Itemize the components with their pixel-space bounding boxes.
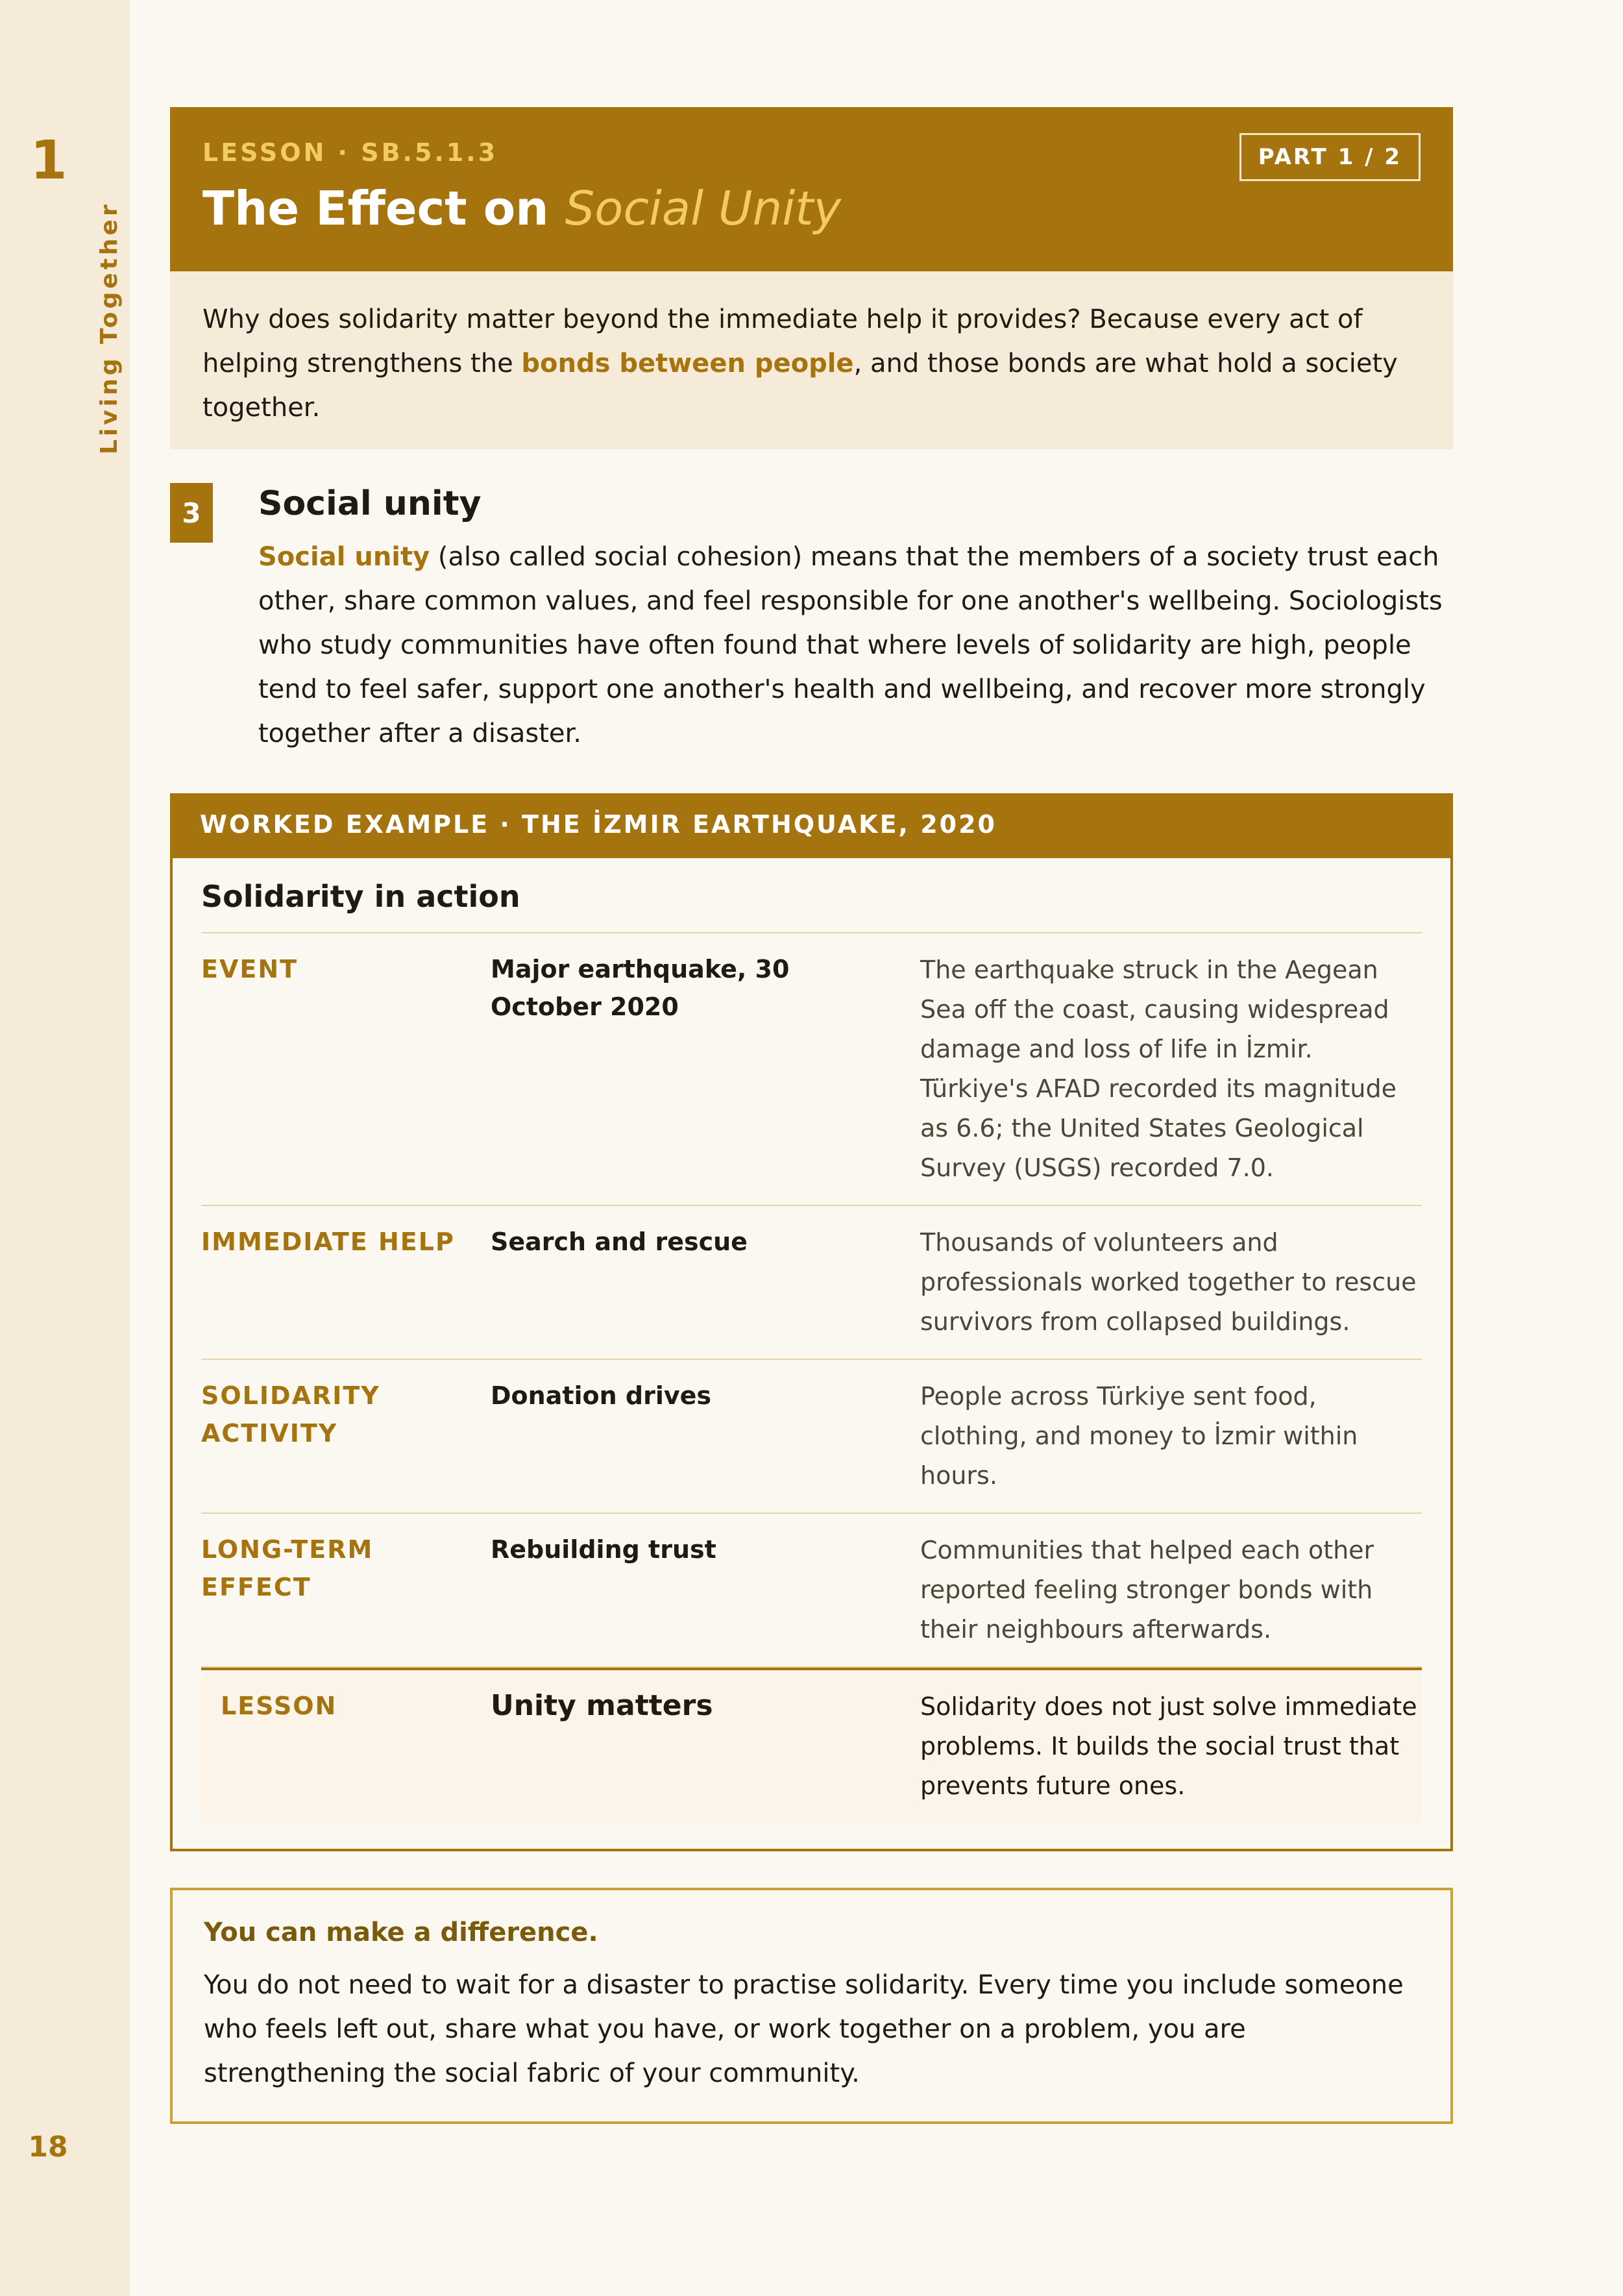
row-value: Donation drives (491, 1381, 712, 1410)
row-label: EVENT (201, 955, 299, 983)
row-label: LESSON (221, 1692, 337, 1720)
worked-example (170, 793, 1453, 1851)
section-title: Social unity (258, 484, 482, 523)
row-label: LONG-TERM EFFECT (201, 1535, 374, 1601)
row-label: SOLIDARITY ACTIVITY (201, 1381, 380, 1448)
row-value: Search and rescue (491, 1228, 748, 1256)
section-text: (also called social cohesion) means that the members of a society trust each other, share common values, and feel responsible for one another's wellbeing. Sociologists who study communities have often found that where levels of solidarity are high, people tend to feel safer, support one another's health and wellbeing, and recover more strongly together after a disaster. (258, 542, 1443, 748)
callout-body: You do not need to wait for a disaster to practise solidarity. Every time you include someone who feels left out, share what you have, or work together on a problem, you are strengthening the social fabric of your community. (204, 1970, 1404, 2088)
table-row (201, 1360, 1422, 1514)
callout-box (170, 1888, 1453, 2124)
row-description: The earthquake struck in the Aegean Sea off the coast, causing widespread damage and loss of life in İzmir. Türkiye's AFAD recorded its magnitude as 6.6; the United States Geological Survey (USGS) recorded 7.0. (920, 956, 1397, 1182)
row-description: People across Türkiye sent food, clothing, and money to İzmir within hours. (920, 1382, 1358, 1490)
chapter-sidebar (0, 0, 130, 2296)
row-value: Unity matters (491, 1689, 713, 1722)
section-social-unity (170, 483, 1453, 756)
worked-example-title: Solidarity in action (201, 879, 1422, 933)
section-body (258, 535, 1453, 756)
row-value: Major earthquake, 30 October 2020 (491, 955, 790, 1021)
section-number: 3 (170, 483, 213, 543)
page-number: 18 (28, 2130, 68, 2164)
row-value: Rebuilding trust (491, 1535, 716, 1564)
lesson-title-main: The Effect on (202, 181, 565, 236)
page-content (170, 107, 1453, 2124)
worked-example-header: WORKED EXAMPLE · THE İZMIR EARTHQUAKE, 2020 (173, 796, 1450, 858)
lesson-code: LESSON · SB.5.1.3 (202, 138, 498, 167)
lesson-summary-row (201, 1668, 1422, 1823)
intro-text-after: , and those bonds are what hold a society together. (202, 349, 1398, 423)
row-description: Communities that helped each other reported feeling stronger bonds with their neighbours afterwards. (920, 1536, 1374, 1644)
table-row (201, 1206, 1422, 1360)
intro-box (170, 271, 1453, 449)
chapter-number: 1 (30, 130, 67, 191)
lesson-title-accent: Social Unity (565, 181, 842, 236)
table-row (201, 933, 1422, 1206)
chapter-title: Living Together (96, 201, 123, 454)
lesson-title (202, 181, 1421, 236)
intro-text-before: Why does solidarity matter beyond the immediate help it provides? Because every act of helping strengthens the (202, 304, 1363, 378)
part-badge: PART 1 / 2 (1239, 133, 1421, 181)
row-description: Solidarity does not just solve immediate problems. It builds the social trust that prevents future ones. (920, 1692, 1417, 1800)
row-label: IMMEDIATE HELP (201, 1228, 455, 1256)
section-term: Social unity (258, 542, 430, 572)
intro-emphasis: bonds between people (521, 349, 854, 378)
worked-example-body (173, 858, 1450, 1849)
row-description: Thousands of volunteers and professionals worked together to rescue survivors from collapsed buildings. (920, 1228, 1417, 1336)
table-row (201, 1514, 1422, 1668)
lesson-header (170, 107, 1453, 271)
callout-title: You can make a difference. (204, 1918, 598, 1947)
